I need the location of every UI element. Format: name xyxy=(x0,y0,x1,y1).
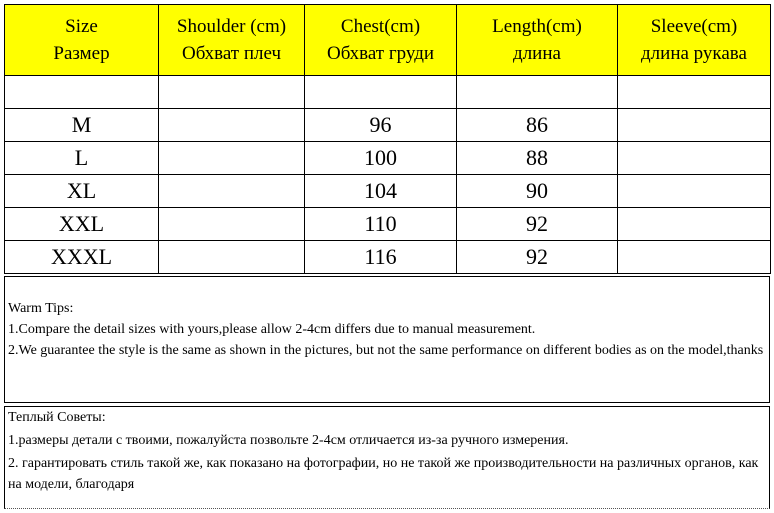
warm-tips-en xyxy=(4,276,770,403)
cell-size: L xyxy=(5,142,159,175)
header-sleeve: Sleeve(cm) длина рукава xyxy=(618,5,771,76)
tips-line1-ru: 1.размеры детали с твоими, пожалуйста позвольте 2-4см отличается из-за ручного измерения. xyxy=(8,433,569,448)
tips-title-en: Warm Tips: xyxy=(8,301,74,316)
cell-size: M xyxy=(5,109,159,142)
cell-shoulder xyxy=(159,142,305,175)
warm-tips-ru xyxy=(4,406,770,509)
cell-chest: 110 xyxy=(305,208,457,241)
cell-size: XL xyxy=(5,175,159,208)
cell-shoulder xyxy=(159,175,305,208)
cell-chest: 96 xyxy=(305,109,457,142)
table-row xyxy=(5,109,771,142)
header-length: Length(cm) длина xyxy=(457,5,618,76)
table-header-row xyxy=(5,5,771,76)
cell-chest: 100 xyxy=(305,142,457,175)
size-table xyxy=(4,4,771,274)
cell-length: 88 xyxy=(457,142,618,175)
blank-row xyxy=(5,76,771,109)
table-row xyxy=(5,142,771,175)
cell-sleeve xyxy=(618,109,771,142)
table-row xyxy=(5,208,771,241)
cell-length: 90 xyxy=(457,175,618,208)
cell-shoulder xyxy=(159,208,305,241)
header-chest: Chest(cm) Обхват груди xyxy=(305,5,457,76)
cell-length: 92 xyxy=(457,208,618,241)
cell-chest: 104 xyxy=(305,175,457,208)
cell-sleeve xyxy=(618,241,771,274)
tips-title-ru: Теплый Советы: xyxy=(8,410,106,425)
cell-sleeve xyxy=(618,175,771,208)
cell-shoulder xyxy=(159,241,305,274)
cell-length: 86 xyxy=(457,109,618,142)
header-shoulder: Shoulder (cm) Обхват плеч xyxy=(159,5,305,76)
cell-chest: 116 xyxy=(305,241,457,274)
table-row xyxy=(5,241,771,274)
header-size: Size Размер xyxy=(5,5,159,76)
cell-sleeve xyxy=(618,208,771,241)
cell-length: 92 xyxy=(457,241,618,274)
cell-shoulder xyxy=(159,109,305,142)
tips-line2-ru: 2. гарантировать стиль такой же, как показано на фотографии, но не такой же производительности на различных органов, как на модели, благодаря xyxy=(8,456,759,492)
cell-size: XXL xyxy=(5,208,159,241)
tips-line1-en: 1.Compare the detail sizes with yours,please allow 2-4cm differs due to manual measurement. xyxy=(8,322,536,337)
cell-sleeve xyxy=(618,142,771,175)
size-chart xyxy=(4,4,770,509)
cell-size: XXXL xyxy=(5,241,159,274)
tips-line2-en: 2.We guarantee the style is the same as shown in the pictures, but not the same performance on different bodies as on the model,thanks xyxy=(8,343,764,358)
table-row xyxy=(5,175,771,208)
